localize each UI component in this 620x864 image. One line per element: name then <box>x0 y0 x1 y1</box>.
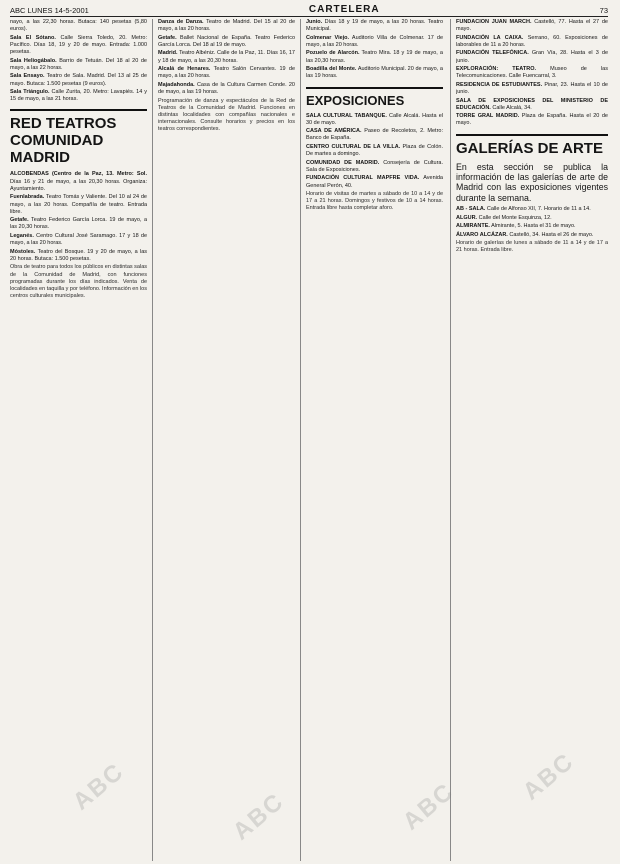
listing-entry <box>456 215 608 222</box>
listing-entry <box>10 233 147 247</box>
listing-entry <box>306 175 443 189</box>
listing-text: Teatro Mira. 18 y 19 de mayo, a las 20,30 horas. <box>306 50 443 64</box>
listing-venue: Fuenlabrada. <box>10 194 45 201</box>
listing-entry <box>456 82 608 96</box>
listing-venue: FUNDACIÓN CULTURAL MAPFRE VIDA. <box>306 175 420 182</box>
listing-entry <box>306 66 443 80</box>
listing-entry <box>10 89 147 103</box>
page-header <box>10 3 608 17</box>
listing-text: Museo de las Telecomunicaciones. Calle Fuencarral, 3. <box>456 66 608 80</box>
listing-venue: Sala El Sótano. <box>10 34 56 41</box>
listings <box>10 171 147 263</box>
section-heading-red-teatros: RED TEATROS COMUNIDAD MADRID <box>10 109 147 166</box>
listing-entry <box>306 35 443 49</box>
listing-entry <box>10 217 147 231</box>
listing-text: Almirante, 5. Hasta el 31 de mayo. <box>491 223 576 230</box>
listing-venue: Móstoles. <box>10 248 36 255</box>
listing-entry <box>306 144 443 158</box>
header-date: ABC LUNES 14-5-2001 <box>10 6 89 15</box>
listing-entry <box>10 35 147 57</box>
listing-entry <box>306 113 443 127</box>
listing-entry <box>10 58 147 72</box>
listing-venue: SALA DE EXPOSICIONES DEL MINISTERIO DE EDUCACIÓN. <box>456 97 608 111</box>
listing-entry <box>10 171 147 193</box>
listing-text: Centro Cultural José Saramago. 17 y 18 de mayo, a las 20 horas. <box>10 232 147 247</box>
listing-venue: RESIDENCIA DE ESTUDIANTES. <box>456 81 543 88</box>
listing-text: Calle de Alfonso XII, 7. Horario de 11 a 14. <box>486 206 591 213</box>
listing-body: Programación de danza y espectáculos de la Red de Teatros de la Comunidad de Madrid. Funciones en distintas localidades con compañías nacionales e internacionales. Consulte horarios y precios en los teatros correspondientes. <box>158 97 295 133</box>
listing-venue: SALA CULTURAL TABANQUE. <box>306 112 387 119</box>
column-1 <box>10 19 147 861</box>
section-heading-exposiciones: EXPOSICIONES <box>306 87 443 108</box>
listing-entry <box>456 223 608 230</box>
listing-entry <box>456 113 608 127</box>
page-number: 73 <box>599 6 608 15</box>
listings <box>306 19 443 81</box>
watermark: ABC <box>397 777 460 836</box>
listing-venue: FUNDACIÓN TELEFÓNICA. <box>456 50 529 57</box>
listing-venue: Sala Heliogábalo. <box>10 57 57 64</box>
listing-venue: FUNDACIÓN JUAN MARCH. <box>456 19 532 25</box>
listing-venue: Pozuelo de Alarcón. <box>306 50 360 57</box>
listing-text: Consejería de Cultura. Sala de Exposiciones. <box>306 159 443 173</box>
column-2 <box>158 19 295 861</box>
listing-text: Castelló, 34. Hasta el 26 de mayo. <box>509 231 594 238</box>
listing-text: Serrano, 60. Exposiciones de laborables de 11 a 20 horas. <box>456 34 608 48</box>
listing-venue: CASA DE AMÉRICA. <box>306 128 362 135</box>
listing-venue: ALMIRANTE. <box>456 223 490 230</box>
listing-entry <box>306 19 443 33</box>
listing-venue: Sala Ensayo. <box>10 73 45 80</box>
listing-venue: Junio. <box>306 19 323 25</box>
listing-text: Calle Alcalá. Hasta el 30 de mayo. <box>306 112 443 126</box>
listing-entry <box>456 98 608 112</box>
listing-venue: Colmenar Viejo. <box>306 34 350 41</box>
listing-venue: Alcalá de Henares. <box>158 66 211 73</box>
listing-text: Pinar, 23. Hasta el 10 de junio. <box>456 81 608 96</box>
listing-entry <box>10 194 147 216</box>
listing-entry <box>158 19 295 33</box>
listing-entry <box>456 35 608 49</box>
listing-text: Teatro del Bosque. 19 y 20 de mayo, a las 20 horas. Butaca: 1.500 pesetas. <box>10 248 147 262</box>
listing-venue: FUNDACIÓN LA CAIXA. <box>456 34 524 41</box>
listing-text: Teatro de Madrid. Del 15 al 20 de mayo, a las 20 horas. <box>158 19 295 33</box>
listing-venue: Getafe. <box>158 34 177 41</box>
listings <box>456 206 608 239</box>
listing-entry <box>306 160 443 174</box>
listing-venue: EXPLORACIÓN: TEATRO. <box>456 66 537 73</box>
listing-venue: Leganés. <box>10 232 34 239</box>
watermark: ABC <box>67 757 130 816</box>
column-4 <box>456 19 608 861</box>
listing-venue: CENTRO CULTURAL DE LA VILLA. <box>306 143 401 150</box>
listing-text: Ballet Nacional de España. Teatro Federico García Lorca. Del 18 al 19 de mayo. <box>158 34 295 48</box>
listing-venue: Majadahonda. <box>158 81 195 88</box>
listing-venue: TORRE GRAL MADRID. <box>456 113 520 120</box>
listing-text: Castelló, 77. Hasta el 27 de mayo. <box>456 19 608 33</box>
listing-body: Horario de galerías de lunes a sábado de 11 a 14 y de 17 a 21 horas. Entrada libre. <box>456 240 608 254</box>
listing-entry <box>158 66 295 80</box>
listing-text: Gran Vía, 28. Hasta el 3 de junio. <box>456 50 608 64</box>
listings <box>158 19 295 96</box>
listing-text: Calle Alcalá, 34. <box>492 104 532 111</box>
listing-entry <box>10 249 147 263</box>
listing-text: Auditorio Municipal. 20 de mayo, a las 19 horas. <box>306 66 443 80</box>
listing-entry <box>10 73 147 87</box>
listing-venue: Sala Triángulo. <box>10 89 50 96</box>
listing-text: Teatro Federico García Lorca. 19 de mayo, a las 20,30 horas. <box>10 217 147 231</box>
listing-entry <box>456 50 608 64</box>
listing-venue: AB - SALA. <box>456 206 486 213</box>
listings <box>10 19 147 103</box>
listing-entry <box>456 206 608 213</box>
listing-venue: Madrid. <box>158 50 178 57</box>
listing-text: Teatro Tomás y Valiente. Del 10 al 24 de mayo, a las 20 horas. Compañía de teatro. Entrada libre. <box>10 194 147 215</box>
listing-text: Auditorio Villa de Colmenar. 17 de mayo, a las 20 horas. <box>306 34 443 48</box>
listings <box>306 113 443 190</box>
listing-text: Calle Zurita, 20. Metro: Lavapiés. 14 y 15 de mayo, a las 21 horas. <box>10 89 147 103</box>
listing-text: Teatro Albéniz. Calle de la Paz, 11. Días 16, 17 y 18 de mayo, a las 20,30 horas. <box>158 50 295 64</box>
watermark: ABC <box>517 747 580 806</box>
listing-entry <box>306 128 443 142</box>
listing-text: Teatro de Sala. Madrid. Del 13 al 25 de mayo. Butaca: 1.500 pesetas (9 euros). <box>10 73 147 87</box>
listing-entry <box>158 82 295 96</box>
listing-venue: COMUNIDAD DE MADRID. <box>306 159 380 166</box>
listing-text: nayo, a las 22,30 horas. Butaca: 140 pesetas (5,80 euros). <box>10 19 147 33</box>
listing-venue: Boadilla del Monte. <box>306 66 357 73</box>
listing-body: Obra de teatro para todos los públicos en distintas salas de la Comunidad de Madrid, con funciones programadas durante los días indicados. Venta de localidades en taquilla y por teléfono. Información en los centros culturales municipales. <box>10 264 147 300</box>
newspaper-page <box>10 3 608 861</box>
listing-text: Barrio de Tetuán. Del 18 al 20 de mayo, a las 22 horas. <box>10 57 147 71</box>
listing-text: Días 16 y 21 de mayo, a las 20,30 horas. Organiza: Ayuntamiento. <box>10 178 147 192</box>
section-heading-galerias: GALERÍAS DE ARTE <box>456 134 608 157</box>
listing-text: Casa de la Cultura Carmen Conde. 20 de mayo, a las 19 horas. <box>158 81 295 96</box>
listing-entry <box>158 35 295 49</box>
listing-entry <box>10 19 147 33</box>
columns <box>10 19 608 861</box>
watermark: ABC <box>227 787 290 846</box>
listing-text: Paseo de Recoletos, 2. Metro: Banco de España. <box>306 128 443 142</box>
listing-entry <box>456 66 608 80</box>
section-intro: En esta sección se publica la información de las galerías de arte de Madrid con las exposiciones vigentes durante la semana. <box>456 161 608 203</box>
listing-text: Avenida General Perón, 40. <box>306 175 443 189</box>
listing-entry <box>456 19 608 33</box>
listing-text: Plaza de Colón. De martes a domingo. <box>306 143 443 158</box>
listing-body: Horario de visitas de martes a sábado de 10 a 14 y de 17 a 21 horas. Domingos y festivos de 10 a 14 horas. Entrada libre hasta completar aforo. <box>306 191 443 212</box>
listing-text: Días 18 y 19 de mayo, a las 20 horas. Teatro Municipal. <box>306 19 443 33</box>
listing-venue: ÁLVARO ALCÁZAR. <box>456 231 508 238</box>
listing-entry <box>306 50 443 64</box>
listing-text: Plaza de España. Hasta el 20 de mayo. <box>456 113 608 127</box>
listing-entry <box>456 232 608 239</box>
listing-text: Calle Sierra Toledo, 20. Metro: Pacífico. Días 18, 19 y 20 de mayo. Entrada: 1.000 pesetas. <box>10 34 147 56</box>
listing-entry <box>158 50 295 64</box>
listing-venue: Danza de Danza. <box>158 19 204 25</box>
listing-text: Calle del Monte Esquinza, 12. <box>478 214 552 221</box>
column-3 <box>306 19 443 861</box>
listing-venue: Getafe. <box>10 217 29 224</box>
section-title: CARTELERA <box>308 4 380 15</box>
listings <box>456 19 608 128</box>
listing-text: Teatro Salón Cervantes. 19 de mayo, a las 20 horas. <box>158 66 295 80</box>
listing-venue: ALGUR. <box>456 214 478 221</box>
listing-venue: ALCOBENDAS (Centro de la Paz, 13. Metro: Sol. <box>10 171 147 178</box>
